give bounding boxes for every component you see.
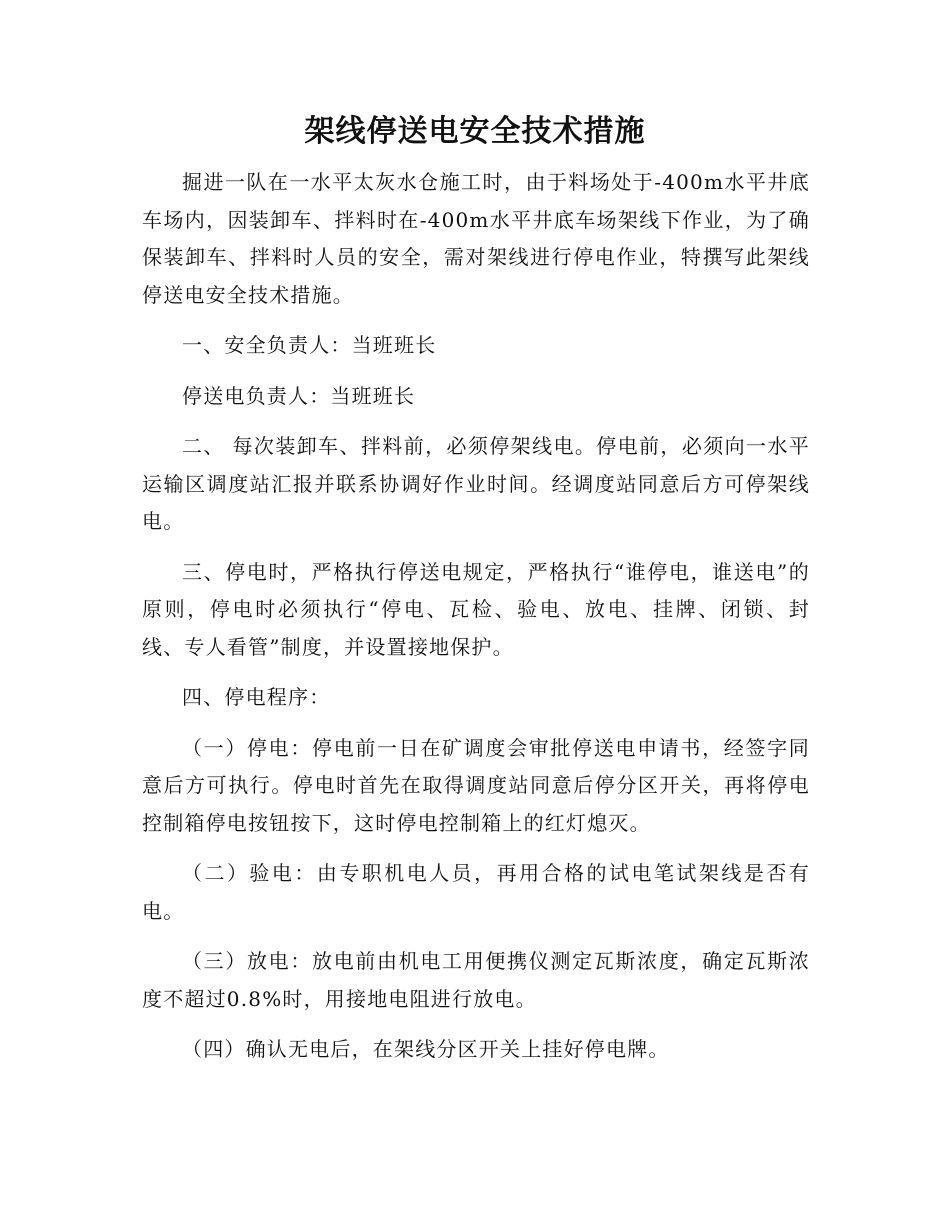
step-one-paragraph: （一）停电：停电前一日在矿调度会审批停送电申请书，经签字同意后方可执行。停电时首先在取得调度站同意后停分区开关，再将停电控制箱停电按钮按下，这时停电控制箱上的红灯熄灭。 bbox=[142, 735, 810, 835]
power-responsible-paragraph: 停送电负责人：当班班长 bbox=[182, 383, 416, 408]
step-three-paragraph: （三）放电：放电前由机电工用便携仪测定瓦斯浓度，确定瓦斯浓度不超过0.8%时，用接地电阻进行放电。 bbox=[142, 949, 810, 1011]
intro-paragraph: 掘进一队在一水平太灰水仓施工时，由于料场处于-400m水平井底车场内，因装卸车、拌料时在-400m水平井底车场架线下作业，为了确保装卸车、拌料时人员的安全，需对架线进行停电作业，特撰写此架线停送电安全技术措施。 bbox=[142, 170, 810, 307]
step-two-paragraph: （二）验电：由专职机电人员，再用合格的试电笔试架线是否有电。 bbox=[142, 861, 810, 923]
step-four-paragraph: （四）确认无电后，在架线分区开关上挂好停电牌。 bbox=[182, 1037, 670, 1061]
document-title: 架线停送电安全技术措施 bbox=[304, 114, 646, 149]
section-four-heading: 四、停电程序： bbox=[182, 685, 331, 709]
safety-responsible-paragraph: 一、安全负责人：当班班长 bbox=[182, 333, 437, 357]
document-body bbox=[142, 164, 810, 1069]
section-three-paragraph: 三、停电时，严格执行停送电规定，严格执行“谁停电，谁送电”的原则，停电时必须执行“停电、瓦检、验电、放电、挂牌、闭锁、封线、专人看管”制度，并设置接地保护。 bbox=[142, 559, 810, 659]
section-two-paragraph: 二、 每次装卸车、拌料前，必须停架线电。停电前，必须向一水平运输区调度站汇报并联系协调好作业时间。经调度站同意后方可停架线电。 bbox=[142, 434, 810, 533]
